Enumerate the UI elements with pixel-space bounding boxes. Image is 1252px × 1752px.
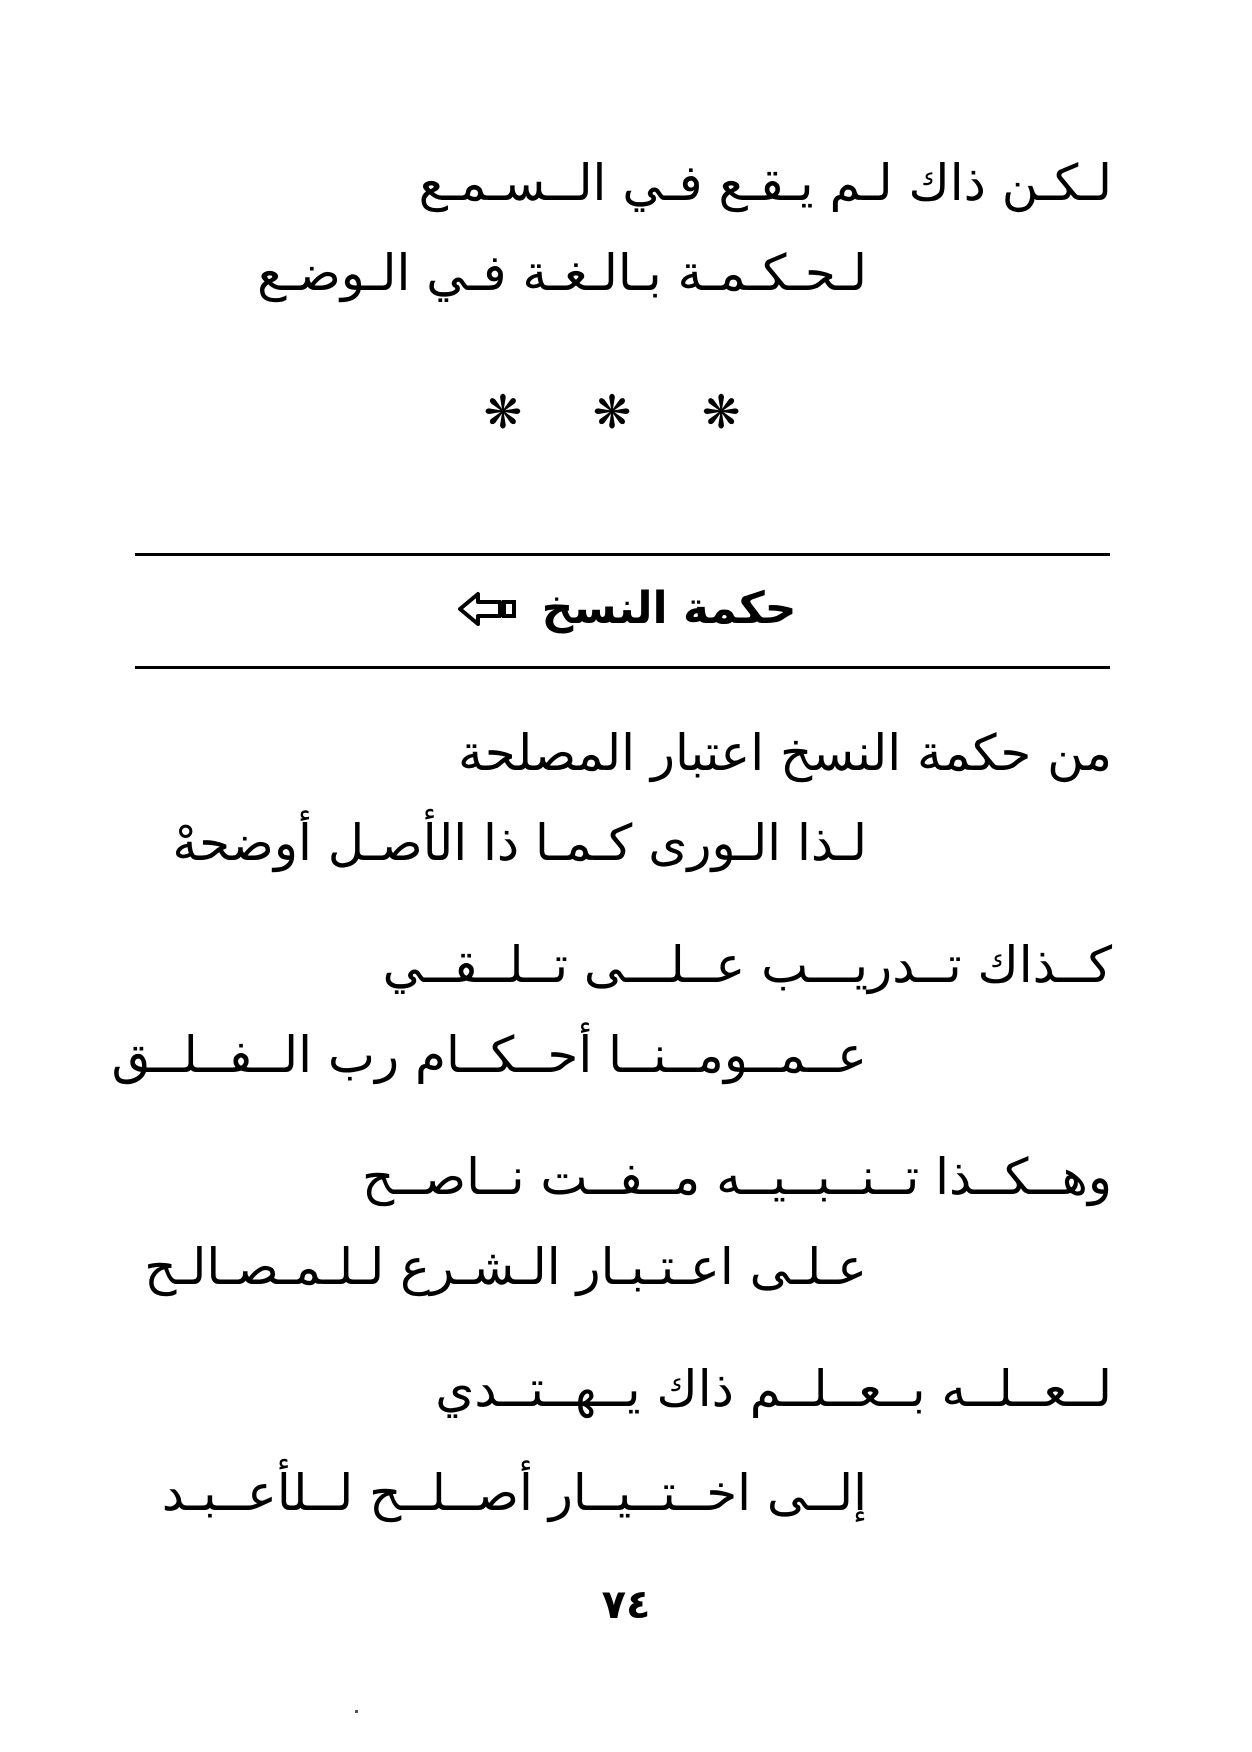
separator-stars: ❋ ❋ ❋: [483, 385, 769, 439]
section-heading: [0, 583, 1252, 634]
verse-1-second: لـذا الـورى كـمـا ذا الأصـل أوضحهْ: [172, 814, 867, 872]
verse-2-second: عــمــومــنــا أحــكــام رب الــفــلــق: [111, 1026, 867, 1084]
verse-4-first: لــعــلــه بــعــلــم ذاك يــهــتــدي: [435, 1360, 1112, 1418]
verse-4-second: إلــى اخــتــيــار أصــلــح لــلأعــبـد: [161, 1464, 867, 1522]
verse-top-1-second: لـحـكـمـة بـالـغـة فـي الـوضـع: [257, 244, 867, 302]
heading-rule-bottom: [135, 666, 1110, 669]
section-title: حكمة النسخ: [541, 583, 797, 634]
verse-2-first: كــذاك تــدريـــب عــلـــى تــلــقــي: [382, 936, 1112, 994]
verse-1-first: من حكمة النسخ اعتبار المصلحة: [457, 724, 1112, 782]
verse-3-first: وهــكــذا تــنــبــيــه مــفــت نــاصــح: [362, 1148, 1112, 1206]
page-number: ٧٤: [601, 1582, 651, 1628]
hand-pointing-left-icon: [456, 590, 520, 628]
verse-top-1-first: لـكـن ذاك لـم يـقـع فـي الــسـمـع: [418, 154, 1112, 212]
heading-rule-top: [135, 553, 1110, 556]
scan-speck: [355, 1710, 358, 1713]
verse-3-second: عـلـى اعـتـبـار الـشـرع لـلـمـصـالـح: [144, 1238, 867, 1296]
